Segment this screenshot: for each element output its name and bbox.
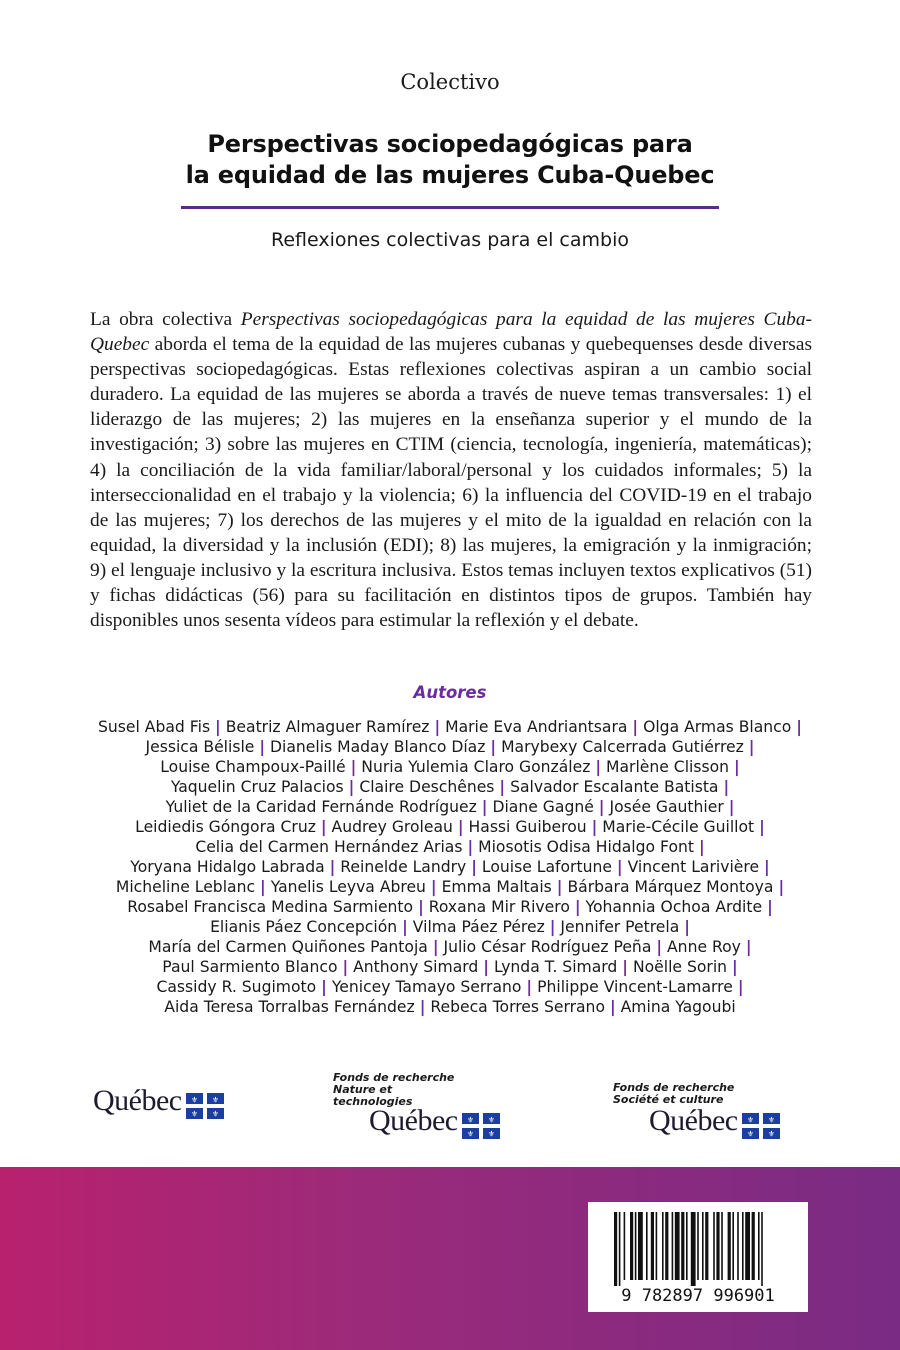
author-name: Beatriz Almaguer Ramírez xyxy=(225,718,430,736)
svg-text:⚜: ⚜ xyxy=(487,1129,495,1139)
author-separator: | xyxy=(483,958,489,976)
frqsc-logo xyxy=(649,1104,780,1139)
author-name: Louise Lafortune xyxy=(481,858,612,876)
author-separator: | xyxy=(732,958,738,976)
author-name: Rebeca Torres Serrano xyxy=(430,998,605,1016)
frqnt-line-1: Fonds de recherche xyxy=(333,1071,455,1084)
author-name: Yaquelin Cruz Palacios xyxy=(170,778,344,796)
quebec-wordmark: Québec xyxy=(93,1084,182,1117)
author-separator: | xyxy=(737,978,744,996)
title-line-2: la equidad de las mujeres Cuba-Quebec xyxy=(185,161,715,189)
author-separator: | xyxy=(609,998,616,1016)
author-separator: | xyxy=(215,718,221,736)
author-name: Amina Yagoubi xyxy=(620,998,736,1016)
author-name: Miosotis Odisa Hidalgo Font xyxy=(478,838,694,856)
frqsc-line-1: Fonds de recherche xyxy=(613,1081,735,1094)
author-separator: | xyxy=(632,718,639,736)
author-separator: | xyxy=(259,738,266,756)
author-separator: | xyxy=(656,938,663,956)
author-separator: | xyxy=(342,958,349,976)
author-separator: | xyxy=(745,938,752,956)
svg-text:⚜: ⚜ xyxy=(211,1109,219,1119)
fleurdelise-flag-icon xyxy=(742,1113,780,1139)
author-name: Paul Sarmiento Blanco xyxy=(162,958,338,976)
author-separator: | xyxy=(419,998,426,1016)
author-separator: | xyxy=(471,858,477,876)
title-divider xyxy=(181,206,719,209)
author-separator: | xyxy=(434,718,441,736)
svg-text:⚜: ⚜ xyxy=(767,1115,775,1125)
author-name: Marie-Cécile Guillot xyxy=(602,818,755,836)
author-name: Yohannia Ochoa Ardite xyxy=(585,898,763,916)
svg-text:⚜: ⚜ xyxy=(487,1115,495,1125)
author-name: Dianelis Maday Blanco Díaz xyxy=(270,738,486,756)
svg-text:⚜: ⚜ xyxy=(190,1095,198,1105)
author-name: Micheline Leblanc xyxy=(115,878,256,896)
author-separator: | xyxy=(430,878,437,896)
author-separator: | xyxy=(432,938,439,956)
author-name: Louise Champoux-Paillé xyxy=(160,758,346,776)
isbn-barcode xyxy=(588,1202,808,1312)
svg-text:⚜: ⚜ xyxy=(190,1109,198,1119)
author-separator: | xyxy=(616,858,623,876)
author-name: Roxana Mir Rivero xyxy=(428,898,570,916)
author-name: Yuliet de la Caridad Fernánde Rodríguez xyxy=(165,798,477,816)
svg-text:⚜: ⚜ xyxy=(746,1115,754,1125)
author-name: Diane Gagné xyxy=(492,798,594,816)
author-name: Anne Roy xyxy=(667,938,741,956)
author-separator: | xyxy=(526,978,533,996)
author-name: Celia del Carmen Hernández Arias xyxy=(195,838,463,856)
svg-text:⚜: ⚜ xyxy=(746,1129,754,1139)
author-name: Rosabel Francisca Medina Sarmiento xyxy=(127,898,414,916)
author-name: Aida Teresa Torralbas Fernández xyxy=(164,998,415,1016)
author-separator: | xyxy=(574,898,581,916)
author-name: Leidiedis Góngora Cruz xyxy=(135,818,316,836)
author-separator: | xyxy=(698,838,705,856)
author-separator: | xyxy=(595,758,602,776)
isbn-digits: 9 782897 996901 xyxy=(621,1286,775,1306)
author-separator: | xyxy=(348,778,355,796)
book-subtitle: Reflexiones colectivas para el cambio xyxy=(271,229,629,251)
author-separator: | xyxy=(622,958,628,976)
abstract-intro: La obra colectiva xyxy=(90,309,241,330)
book-title xyxy=(100,129,800,191)
series-label: Colectivo xyxy=(400,70,500,94)
author-name: Vincent Larivière xyxy=(627,858,760,876)
author-name: Hassi Guiberou xyxy=(468,818,587,836)
frqnt-logo xyxy=(369,1104,500,1139)
author-name: Yoryana Hidalgo Labrada xyxy=(130,858,325,876)
frqnt-line-3: technologies xyxy=(333,1095,413,1108)
author-name: Philippe Vincent-Lamarre xyxy=(537,978,733,996)
quebec-logo xyxy=(93,1084,224,1119)
author-separator: | xyxy=(260,878,266,896)
author-name: Noëlle Sorin xyxy=(632,958,728,976)
fleurdelise-flag-icon xyxy=(186,1093,224,1119)
author-separator: | xyxy=(684,918,690,936)
fleurdelise-flag-icon xyxy=(462,1113,500,1139)
author-name: Audrey Groleau xyxy=(331,818,453,836)
author-separator: | xyxy=(481,798,488,816)
author-name: Olga Armas Blanco xyxy=(643,718,792,736)
frqsc-name xyxy=(613,1082,734,1106)
frqsc-quebec-wordmark: Québec xyxy=(649,1104,738,1137)
abstract-body: aborda el tema de la equidad de las mujeres cubanas y quebequenses desde diversas perspectivas sociopedagógicas. Estas reflexiones colectivas aspiran a un cambio social duradero. La equidad de las mujeres se aborda a través de nueve temas transversales: 1) el liderazgo de las mujeres; 2) las mujeres en la enseñanza superior y el mundo de la investigación; 3) sobre las mujeres en CTIM (ciencia, tecnología, ingeniería, matemáticas); 4) la conciliación de la vida familiar/laboral/personal y los cuidados informales; 5) la interseccionalidad en el trabajo y la violencia; 6) la influencia del COVID-19 en el trabajo de las mujeres; 7) los derechos de las mujeres y el mito de la igualdad en relación con la equidad, la diversidad y la inclusión (EDI); 8) las mujeres, la emigración y la inmigración; 9) el lenguaje inclusivo y la escritura inclusiva. Estos temas incluyen textos explicativos (51) y fichas didácticas (56) para su facilitación en distintos tipos de grupos. También hay disponibles unos sesenta vídeos para estimular la reflexión y el debate. xyxy=(90,334,812,632)
author-separator: | xyxy=(728,798,735,816)
author-name: Marybexy Calcerrada Gutiérrez xyxy=(501,738,744,756)
author-name: Marie Eva Andriantsara xyxy=(445,718,628,736)
author-name: Jessica Bélisle xyxy=(145,738,255,756)
author-name: Yanelis Leyva Abreu xyxy=(270,878,426,896)
author-name: Lynda T. Simard xyxy=(493,958,618,976)
author-separator: | xyxy=(764,858,770,876)
svg-text:⚜: ⚜ xyxy=(466,1115,474,1125)
author-name: Elianis Páez Concepción xyxy=(210,918,398,936)
author-separator: | xyxy=(796,718,802,736)
abstract-paragraph xyxy=(90,307,812,633)
frqnt-line-2: Nature et xyxy=(333,1083,393,1096)
author-separator: | xyxy=(490,738,497,756)
author-name: Bárbara Márquez Montoya xyxy=(567,878,774,896)
author-separator: | xyxy=(467,838,474,856)
author-name: Susel Abad Fis xyxy=(98,718,211,736)
author-separator: | xyxy=(748,738,755,756)
frqsc-line-2: Société et culture xyxy=(613,1093,724,1106)
svg-text:⚜: ⚜ xyxy=(767,1129,775,1139)
author-name: Yenicey Tamayo Serrano xyxy=(331,978,522,996)
author-separator: | xyxy=(329,858,336,876)
abstract-book-title: Perspectivas sociopedagógicas para la equidad de las mujeres Cuba-Quebec xyxy=(90,309,812,356)
author-name: Jennifer Petrela xyxy=(560,918,680,936)
author-name: Vilma Páez Pérez xyxy=(412,918,545,936)
author-separator: | xyxy=(350,758,357,776)
author-separator: | xyxy=(767,898,773,916)
author-name: Anthony Simard xyxy=(353,958,479,976)
author-separator: | xyxy=(418,898,424,916)
author-separator: | xyxy=(591,818,598,836)
author-separator: | xyxy=(759,818,765,836)
svg-text:⚜: ⚜ xyxy=(211,1095,219,1105)
author-name: Marlène Clisson xyxy=(606,758,730,776)
author-separator: | xyxy=(556,878,563,896)
title-line-1: Perspectivas sociopedagógicas para xyxy=(207,130,693,158)
authors-heading: Autores xyxy=(413,683,487,702)
author-separator: | xyxy=(457,818,464,836)
author-separator: | xyxy=(499,778,506,796)
author-separator: | xyxy=(320,818,327,836)
author-name: Josée Gauthier xyxy=(609,798,724,816)
frqnt-quebec-wordmark: Québec xyxy=(369,1104,458,1137)
author-separator: | xyxy=(598,798,605,816)
author-separator: | xyxy=(734,758,740,776)
author-separator: | xyxy=(321,978,327,996)
author-name: Claire Deschênes xyxy=(359,778,495,796)
author-separator: | xyxy=(778,878,785,896)
frqnt-name xyxy=(333,1072,454,1108)
author-name: Nuria Yulemia Claro González xyxy=(361,758,591,776)
author-name: María del Carmen Quiñones Pantoja xyxy=(148,938,428,956)
author-name: Reinelde Landry xyxy=(340,858,467,876)
authors-list xyxy=(96,717,804,1017)
author-name: Cassidy R. Sugimoto xyxy=(156,978,317,996)
author-name: Salvador Escalante Batista xyxy=(510,778,719,796)
author-name: Julio César Rodríguez Peña xyxy=(443,938,652,956)
svg-text:⚜: ⚜ xyxy=(466,1129,474,1139)
author-separator: | xyxy=(402,918,408,936)
author-separator: | xyxy=(549,918,556,936)
author-name: Emma Maltais xyxy=(441,878,552,896)
author-separator: | xyxy=(723,778,730,796)
